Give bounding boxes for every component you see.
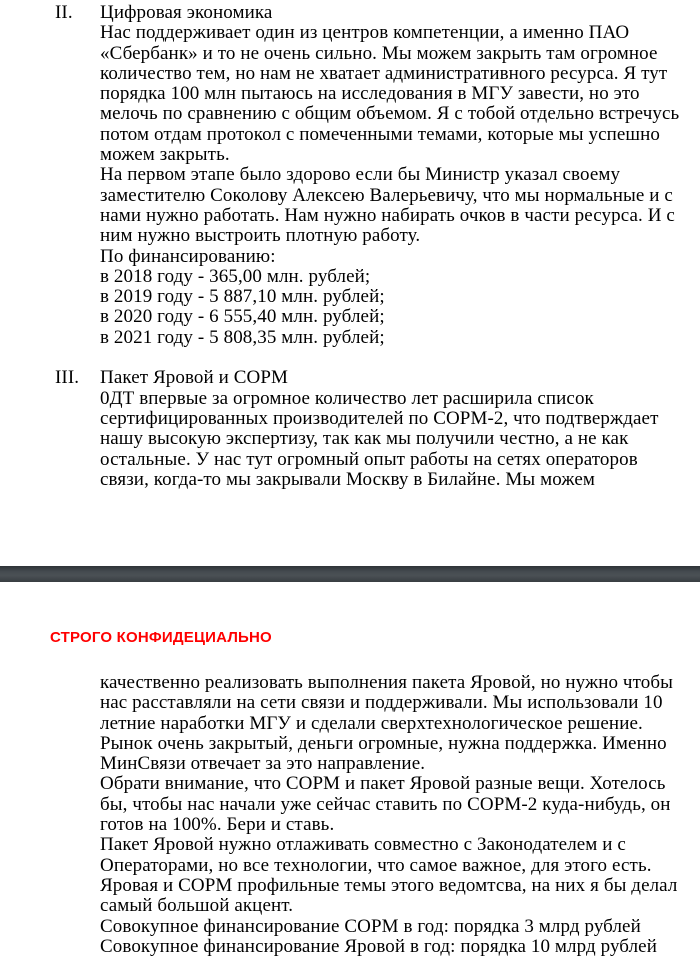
section-body	[100, 22, 680, 348]
text-line: можем закрыть.	[100, 144, 230, 166]
text-line: Обрати внимание, что СОРМ и пакет Яровой разные вещи. Хотелось	[100, 773, 666, 795]
section-title: Пакет Яровой и СОРМ	[100, 367, 289, 389]
text-line: заместителю Соколову Алексею Валерьевичу, что мы нормальные и с	[100, 184, 673, 206]
text-line: порядка 100 млн пытаюсь на исследования в МГУ завести, но это	[100, 83, 640, 105]
text-line: Нас поддерживает один из центров компетенции, а именно ПАО	[100, 22, 630, 44]
text-line: бы, чтобы нас начали уже сейчас ставить по СОРМ-2 куда-нибудь, он	[100, 793, 671, 815]
text-line: в 2020 году - 6 555,40 млн. рублей;	[100, 306, 385, 328]
text-line: ним нужно выстроить плотную работу.	[100, 225, 421, 247]
page-separator-bar	[0, 566, 700, 582]
text-line: «Сбербанк» и то не очень сильно. Мы можем закрыть там огромное	[100, 42, 658, 64]
text-line: готов на 100%. Бери и ставь.	[100, 814, 335, 836]
text-line: остальные. У нас тут огромный опыт работы на сетях операторов	[100, 448, 638, 470]
text-line: Яровая и СОРМ профильные темы этого ведомтсва, на них я бы делал	[100, 874, 678, 896]
text-line: нас расставляли на сети связи и поддерживали. Мы использовали 10	[100, 692, 663, 714]
text-line: нашу высокую экспертизу, так как мы получили честно, а не как	[100, 428, 629, 450]
text-line: Операторами, но все технологии, что самое важное, для этого есть.	[100, 854, 652, 876]
classification-label: СТРОГО КОНФИДЕЦИАЛЬНО	[50, 629, 272, 646]
text-line: Пакет Яровой нужно отлаживать совместно с Законодателем и с	[100, 834, 626, 856]
text-line: мелочь по сравнению с общим объемом. Я с тобой отдельно встречусь	[100, 103, 680, 125]
text-line: качественно реализовать выполнения пакета Яровой, но нужно чтобы	[100, 672, 673, 693]
text-line: в 2019 году - 5 887,10 млн. рублей;	[100, 286, 385, 308]
text-line: 0ДТ впервые за огромное количество лет расширила список	[100, 387, 594, 409]
text-line: потом отдам протокол с помеченными темами, которые мы успешно	[100, 123, 661, 145]
text-line: На первом этапе было здорово если бы Министр указал своему	[100, 164, 621, 186]
text-line: МинСвязи отвечает за это направление.	[100, 753, 426, 775]
document-page-1	[55, 2, 680, 490]
text-line: связи, когда-то мы закрывали Москву в Билайне. Мы можем	[100, 468, 596, 490]
text-line: в 2018 году - 365,00 млн. рублей;	[100, 265, 371, 287]
section-yarovaya-sorm	[55, 367, 660, 490]
section-number: III.	[55, 367, 80, 389]
text-line: самый большой акцент.	[100, 895, 294, 917]
text-line: Рынок очень закрытый, деньги огромные, нужна поддержка. Именно	[100, 732, 667, 754]
section-heading	[55, 2, 660, 23]
section-digital-economy	[55, 2, 680, 348]
section-number: II.	[55, 2, 73, 23]
text-line: сертифицированных производителей по СОРМ-2, что подтверждает	[100, 407, 659, 429]
text-line: нами нужно работать. Нам нужно набирать очков в части ресурса. И с	[100, 204, 675, 226]
document-page-2	[100, 672, 678, 957]
section-body	[100, 389, 660, 490]
text-line: Совокупное финансирование СОРМ в год: порядка 3 млрд рублей	[100, 915, 641, 937]
paragraph-gap	[100, 348, 660, 368]
text-line: количество тем, но нам не хватает административного ресурса. Я тут	[100, 62, 668, 84]
section-title: Цифровая экономика	[100, 2, 273, 23]
text-line: По финансированию:	[100, 245, 276, 267]
section-heading	[55, 367, 660, 389]
text-line: летние наработки МГУ и сделали сверхтехнологическое решение.	[100, 712, 643, 734]
text-line: в 2021 году - 5 808,35 млн. рублей;	[100, 326, 385, 348]
text-line: Совокупное финансирование Яровой в год: порядка 10 млрд рублей	[100, 935, 657, 957]
